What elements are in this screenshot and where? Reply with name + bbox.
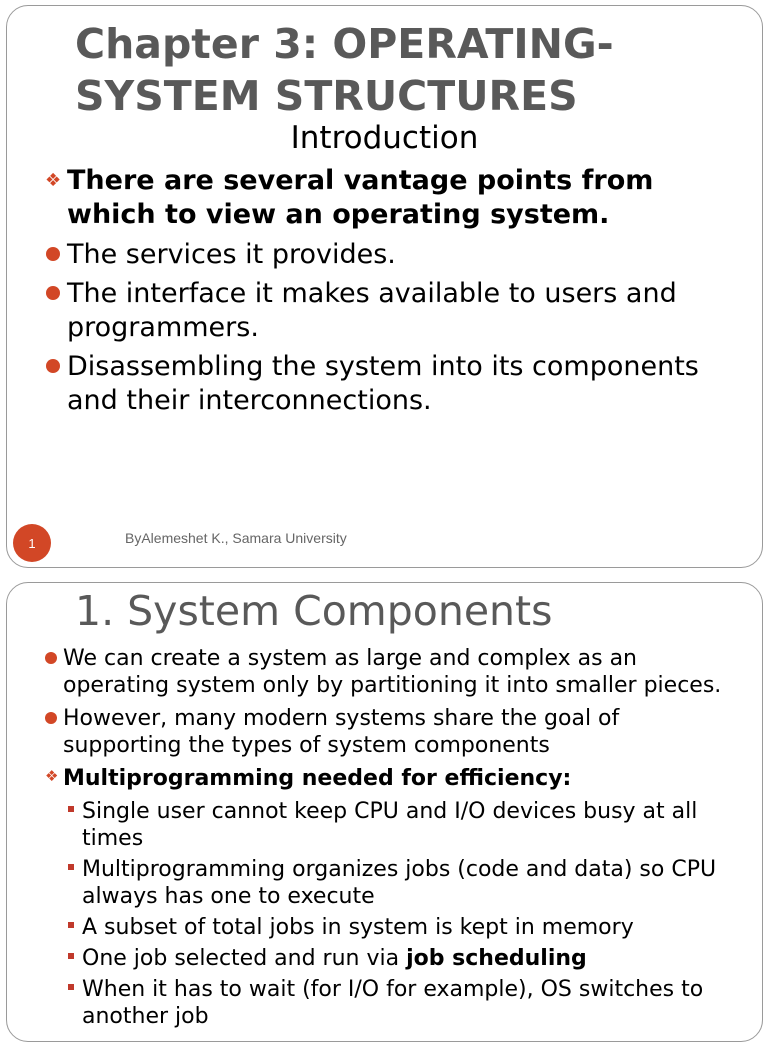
- circle-bullet-icon: [46, 286, 60, 300]
- slide-title: 1. System Components: [75, 587, 553, 635]
- title-bold: OPERATING-SYSTEM STRUCTURES: [75, 20, 614, 120]
- bullet-list: [7, 164, 763, 423]
- circle-bullet-icon: [45, 712, 57, 724]
- square-bullet-icon: [68, 922, 74, 928]
- bullet-text: We can create a system as large and complex as an operating system only by partitioning it into smaller pieces.: [63, 646, 722, 698]
- square-bullet-icon: [68, 984, 74, 990]
- bullet-text: The services it provides.: [67, 239, 396, 270]
- sub-list-item: [7, 856, 763, 910]
- square-bullet-icon: [68, 953, 74, 959]
- diamond-bullet-icon: ❖: [45, 170, 62, 191]
- slide-title: [75, 18, 735, 122]
- bullet-text: The interface it makes available to users and programmers.: [67, 278, 677, 343]
- list-item: [7, 238, 763, 272]
- circle-bullet-icon: [46, 247, 60, 261]
- slide-1: [6, 5, 763, 568]
- sub-bullet-text: One job selected and run via: [82, 946, 407, 971]
- sub-list-item: [7, 945, 763, 972]
- slide-2: [6, 582, 763, 1042]
- slide-subtitle: Introduction: [290, 120, 479, 156]
- sub-list-item: [7, 914, 763, 941]
- sub-list-item: [7, 976, 763, 1030]
- slide-footer: ByAlemeshet K., Samara University: [125, 530, 347, 546]
- list-item: [7, 277, 763, 345]
- bullet-text: However, many modern systems share the goal of supporting the types of system components: [63, 706, 620, 758]
- square-bullet-icon: [68, 864, 74, 870]
- sub-bullet-bold: job scheduling: [406, 946, 587, 971]
- circle-bullet-icon: [46, 359, 60, 373]
- list-item: [7, 765, 763, 792]
- sub-list-item: [7, 798, 763, 852]
- bullet-text: There are several vantage points from which to view an operating system.: [67, 165, 654, 230]
- list-item: [7, 350, 763, 418]
- square-bullet-icon: [68, 806, 74, 812]
- sub-bullet-text: Single user cannot keep CPU and I/O devices busy at all times: [82, 799, 698, 851]
- sub-bullet-text: When it has to wait (for I/O for example), OS switches to another job: [82, 977, 704, 1029]
- list-item: [7, 645, 763, 699]
- sub-bullet-text: Multiprogramming organizes jobs (code and data) so CPU always has one to execute: [82, 857, 717, 909]
- bullet-list: [7, 645, 763, 1034]
- diamond-bullet-icon: ❖: [45, 767, 59, 785]
- list-item: [7, 164, 763, 232]
- page-number-badge: 1: [13, 524, 51, 562]
- bullet-text: Disassembling the system into its components and their interconnections.: [67, 351, 699, 416]
- bullet-text: Multiprogramming needed for efficiency:: [63, 766, 572, 791]
- title-prefix: Chapter 3:: [75, 20, 333, 68]
- sub-bullet-text: A subset of total jobs in system is kept in memory: [82, 915, 634, 940]
- list-item: [7, 705, 763, 759]
- circle-bullet-icon: [45, 652, 57, 664]
